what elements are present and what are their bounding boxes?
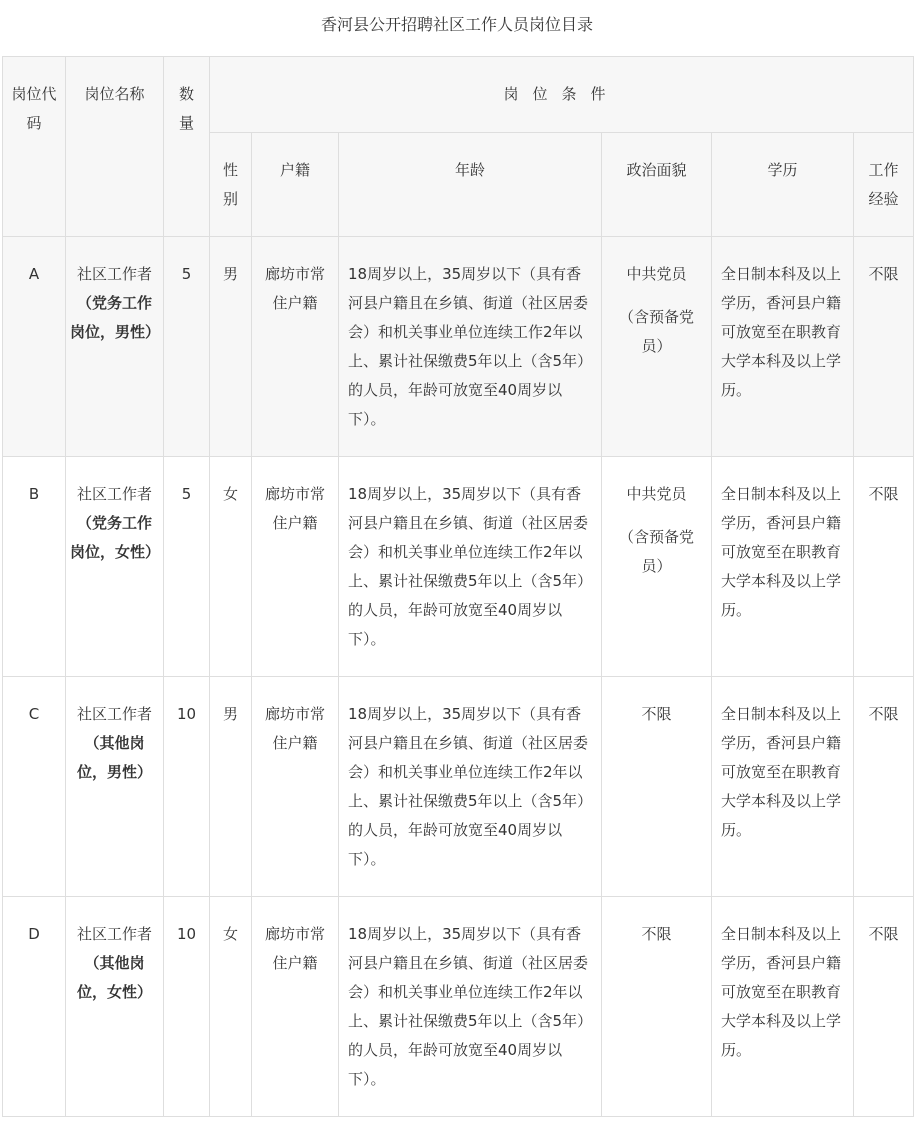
row-gender: 男	[210, 677, 252, 897]
row-huji: 廊坊市常住户籍	[252, 237, 339, 457]
row-name	[66, 897, 164, 1117]
header-code: 岗位代码	[3, 57, 66, 237]
row-experience: 不限	[854, 457, 914, 677]
row-age: 18周岁以上，35周岁以下（具有香河县户籍且在乡镇、街道（社区居委会）和机关事业单位连续工作2年以上、累计社保缴费5年以上（含5年）的人员，年龄可放宽至40周岁以下）。	[339, 897, 602, 1117]
row-count: 10	[164, 897, 210, 1117]
header-experience: 工作经验	[854, 133, 914, 237]
row-politics-main: 中共党员	[626, 485, 687, 503]
row-gender: 女	[210, 897, 252, 1117]
row-huji: 廊坊市常住户籍	[252, 897, 339, 1117]
row-count: 5	[164, 457, 210, 677]
row-age: 18周岁以上，35周岁以下（具有香河县户籍且在乡镇、街道（社区居委会）和机关事业单位连续工作2年以上、累计社保缴费5年以上（含5年）的人员，年龄可放宽至40周岁以下）。	[339, 677, 602, 897]
row-code: D	[3, 897, 66, 1117]
row-gender: 男	[210, 237, 252, 457]
row-age: 18周岁以上，35周岁以下（具有香河县户籍且在乡镇、街道（社区居委会）和机关事业单位连续工作2年以上、累计社保缴费5年以上（含5年）的人员，年龄可放宽至40周岁以下）。	[339, 237, 602, 457]
header-education: 学历	[712, 133, 854, 237]
row-experience: 不限	[854, 897, 914, 1117]
row-name	[66, 677, 164, 897]
row-name-plain: 社区工作者	[76, 925, 152, 943]
header-huji: 户籍	[252, 133, 339, 237]
row-politics-sub: （含预备党员）	[618, 308, 694, 355]
row-code: A	[3, 237, 66, 457]
row-name-plain: 社区工作者	[76, 485, 152, 503]
row-politics	[602, 237, 712, 457]
table-row	[3, 677, 914, 897]
row-name-bold: （其他岗位，男性）	[76, 734, 152, 781]
row-politics	[602, 677, 712, 897]
table-row	[3, 237, 914, 457]
row-name	[66, 457, 164, 677]
row-count: 10	[164, 677, 210, 897]
row-experience: 不限	[854, 677, 914, 897]
header-gender: 性别	[210, 133, 252, 237]
header-name: 岗位名称	[66, 57, 164, 237]
table-row	[3, 457, 914, 677]
row-gender: 女	[210, 457, 252, 677]
header-age: 年龄	[339, 133, 602, 237]
row-code: B	[3, 457, 66, 677]
row-politics	[602, 897, 712, 1117]
row-politics-main: 不限	[641, 705, 672, 723]
header-row	[3, 57, 914, 133]
header-politics: 政治面貌	[602, 133, 712, 237]
row-politics-main: 中共党员	[626, 265, 687, 283]
row-name-plain: 社区工作者	[76, 705, 152, 723]
row-education: 全日制本科及以上学历，香河县户籍可放宽至在职教育大学本科及以上学历。	[712, 897, 854, 1117]
page-title: 香河县公开招聘社区工作人员岗位目录	[320, 15, 593, 34]
row-politics-main: 不限	[641, 925, 672, 943]
row-experience: 不限	[854, 237, 914, 457]
row-count: 5	[164, 237, 210, 457]
row-education: 全日制本科及以上学历，香河县户籍可放宽至在职教育大学本科及以上学历。	[712, 677, 854, 897]
row-name-bold: （其他岗位，女性）	[76, 954, 152, 1001]
row-politics-sub: （含预备党员）	[618, 528, 694, 575]
job-table	[2, 56, 914, 1117]
header-count: 数量	[164, 57, 210, 237]
row-huji: 廊坊市常住户籍	[252, 677, 339, 897]
row-education: 全日制本科及以上学历，香河县户籍可放宽至在职教育大学本科及以上学历。	[712, 457, 854, 677]
row-name-bold: （党务工作岗位，女性）	[70, 514, 161, 561]
row-name	[66, 237, 164, 457]
row-education: 全日制本科及以上学历，香河县户籍可放宽至在职教育大学本科及以上学历。	[712, 237, 854, 457]
row-name-plain: 社区工作者	[76, 265, 152, 283]
row-age: 18周岁以上，35周岁以下（具有香河县户籍且在乡镇、街道（社区居委会）和机关事业单位连续工作2年以上、累计社保缴费5年以上（含5年）的人员，年龄可放宽至40周岁以下）。	[339, 457, 602, 677]
row-politics	[602, 457, 712, 677]
row-code: C	[3, 677, 66, 897]
header-conditions: 岗位条件	[210, 57, 914, 133]
table-row	[3, 897, 914, 1117]
row-name-bold: （党务工作岗位，男性）	[70, 294, 161, 341]
row-huji: 廊坊市常住户籍	[252, 457, 339, 677]
